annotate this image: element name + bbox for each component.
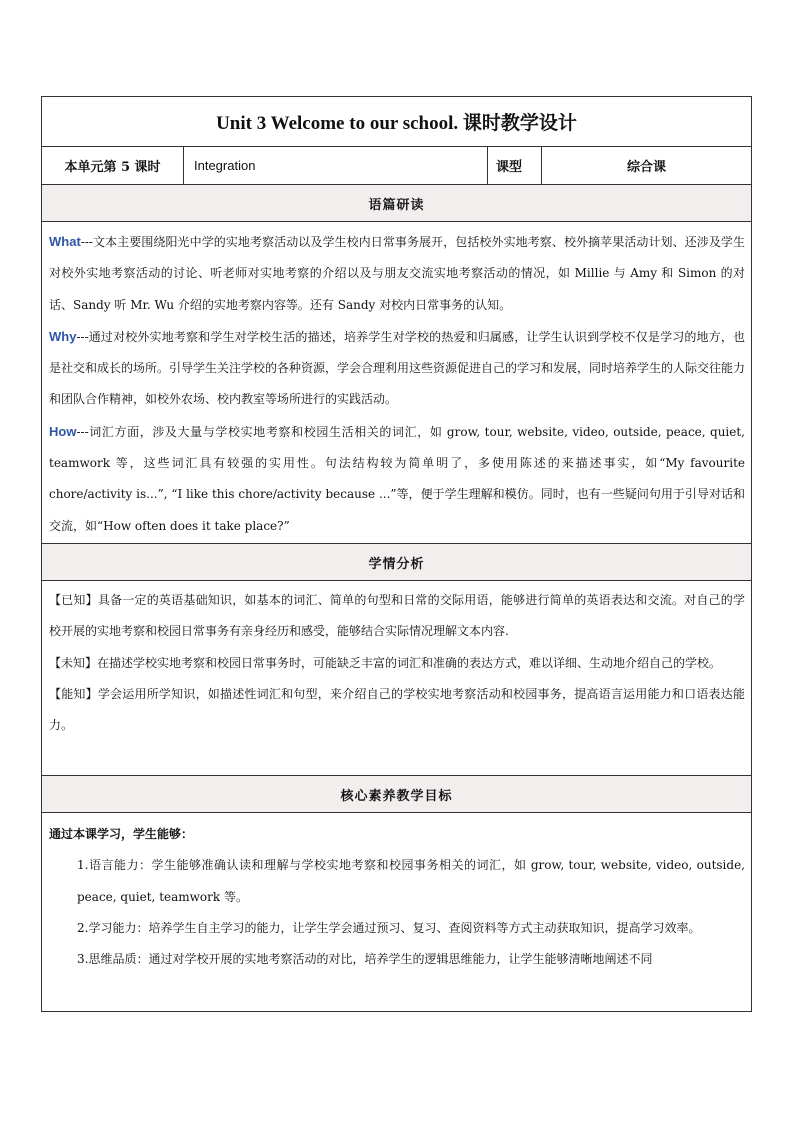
able-text: 学会运用所学知识，如描述性词汇和句型，来介绍自己的学校实地考察活动和校园事务，提高语言运用能力和口语表达能力。: [49, 686, 745, 733]
lesson-value: Integration: [194, 158, 256, 173]
type-label: 课型: [488, 147, 542, 184]
info-row: [42, 147, 751, 185]
why-text: ---通过对校外实地考察和学生对学校生活的描述，培养学生对学校的热爱和归属感，让学生认识到学校不仅是学习的地方，也是社交和成长的场所。引导学生关注学校的各种资源，学会合理利用这些资源促进自己的学习和发展，同时培养学生的人际交往能力和团队合作精神，如校外农场、校内教室等场所进行的实践活动。: [49, 329, 746, 407]
lesson-value-cell: [184, 147, 488, 184]
how-paragraph: [49, 416, 745, 542]
learner-analysis-content: [42, 581, 751, 776]
objective-item-1: 1.语言能力：学生能够准确认读和理解与学校实地考察和校园事务相关的词汇，如 grow, tour, website, video, outside, peace, quiet, teamwork 等。: [77, 858, 745, 904]
objectives-intro: 通过本课学习，学生能够：: [49, 827, 194, 841]
objectives-content: [42, 813, 751, 1011]
able-label: 【能知】: [49, 686, 98, 701]
what-label: What: [49, 234, 81, 249]
how-label: How: [49, 423, 77, 439]
unknown-paragraph: [49, 648, 745, 679]
section-title: 学情分析: [368, 556, 425, 572]
known-paragraph: [49, 585, 745, 648]
how-text: ---词汇方面，涉及大量与学校实地考察和校园生活相关的词汇，如 grow, tour, website, video, outside, peace, quiet, teamwork 等，这些词汇具有较强的实用性。句法结构较为简单明了，多使用陈述的来描述事实，如“My favourite chore/activity is...”, “I like this chore/activity because ...”等，便于学生理解和模仿。同时，也有一些疑问句用于引导对话和交流，如“How often does it take place?”: [49, 424, 745, 533]
section-header-objectives: [42, 776, 751, 813]
type-value: 综合课: [626, 160, 666, 175]
why-label: Why: [49, 328, 77, 344]
known-text: 具备一定的英语基础知识，如基本的词汇、简单的句型和日常的交际用语，能够进行简单的英语表达和交流。对自己的学校开展的实地考察和校园日常事务有亲身经历和感受，能够结合实际情况理解文本内容.: [49, 593, 745, 639]
known-label: 【已知】: [49, 593, 98, 607]
title-row: [42, 97, 751, 147]
section-header-learner-analysis: [42, 544, 751, 581]
able-paragraph: [49, 679, 745, 742]
lesson-label: 本单元第 5 课时: [42, 147, 184, 184]
objective-item-2: 2.学习能力：培养学生自主学习的能力，让学生学会通过预习、复习、查阅资料等方式主动获取知识，提高学习效率。: [77, 920, 701, 935]
unknown-text: 在描述学校实地考察和校园日常事务时，可能缺乏丰富的词汇和准确的表达方式，难以详细、生动地介绍自己的学校。: [97, 655, 722, 670]
unknown-label: 【未知】: [49, 655, 98, 670]
page-title: Unit 3 Welcome to our school. 课时教学设计: [216, 113, 577, 134]
why-paragraph: [49, 321, 745, 416]
lesson-plan-table: [41, 96, 752, 1012]
objective-item-3: 3.思维品质：通过对学校开展的实地考察活动的对比，培养学生的逻辑思维能力，让学生能够清晰地阐述不同: [77, 952, 653, 967]
section-title: 语篇研读: [368, 197, 425, 213]
section-header-text-reading: [42, 185, 751, 222]
what-paragraph: [49, 226, 745, 321]
what-text: ---文本主要围绕阳光中学的实地考察活动以及学生校内日常事务展开，包括校外实地考察、校外摘苹果活动计划、还涉及学生对校外实地考察活动的讨论、听老师对实地考察的介绍以及与朋友交流实地考察活动的情况，如 Millie 与 Amy 和 Simon 的对话、Sandy 听 Mr. Wu 介绍的实地考察内容等。还有 Sandy 对校内日常事务的认知。: [49, 235, 745, 312]
text-reading-content: [42, 222, 751, 544]
section-title: 核心素养教学目标: [340, 788, 453, 804]
